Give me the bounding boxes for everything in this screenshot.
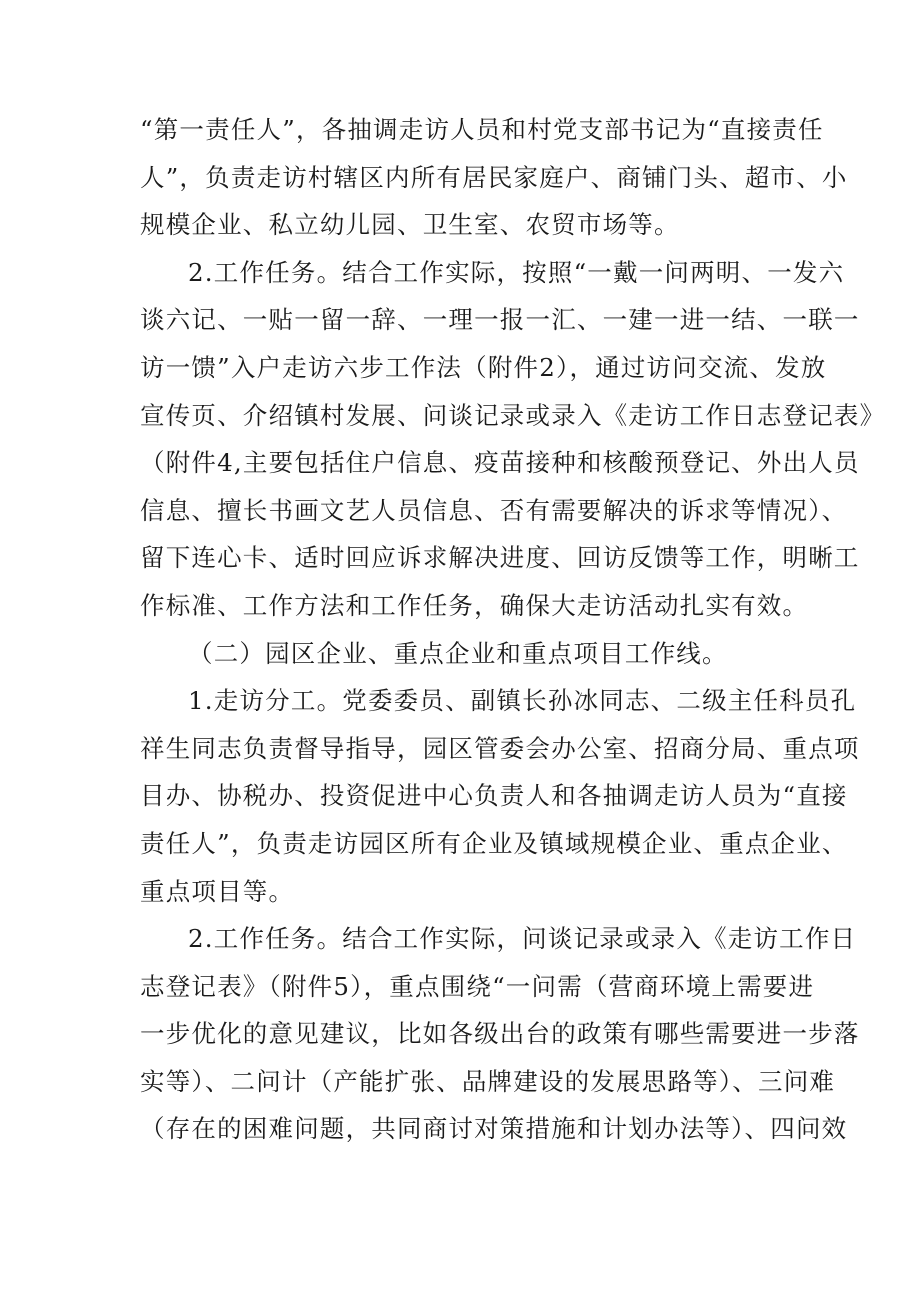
text-line: 访一馈”入户走访六步工作法（附件2），通过访问交流、发放	[140, 352, 827, 382]
text-line: 人”，负责走访村辖区内所有居民家庭户、商铺门头、超市、小	[140, 162, 848, 192]
text-line: 2.工作任务。结合工作实际，问谈记录或录入《走访工作日	[188, 924, 857, 954]
text-line: 责任人”，负责走访园区所有企业及镇域规模企业、重点企业、	[140, 828, 848, 858]
text-line: 2.工作任务。结合工作实际，按照“一戴一问两明、一发六	[188, 257, 845, 287]
text-line: “第一责任人”，各抽调走访人员和村党支部书记为“直接责任	[140, 115, 824, 144]
text-line: 规模企业、私立幼儿园、卫生室、农贸市场等。	[140, 210, 680, 240]
text-line: 祥生同志负责督导指导，园区管委会办公室、招商分局、重点项	[140, 733, 860, 763]
text-line: 谈六记、一贴一留一辞、一理一报一汇、一建一进一结、一联一	[140, 305, 860, 335]
text-line: 宣传页、介绍镇村发展、问谈记录或录入《走访工作日志登记表》	[140, 400, 886, 430]
text-line: 目办、协税办、投资促进中心负责人和各抽调走访人员为“直接	[140, 781, 848, 811]
text-line: 一步优化的意见建议，比如各级出台的政策有哪些需要进一步落	[140, 1019, 860, 1049]
text-line: 留下连心卡、适时回应诉求解决进度、回访反馈等工作，明晰工	[140, 543, 860, 573]
text-line: 作标准、工作方法和工作任务，确保大走访活动扎实有效。	[140, 590, 809, 620]
document-body	[140, 106, 886, 1153]
text-line: 重点项目等。	[140, 876, 295, 906]
text-line: 实等）、二问计（产能扩张、品牌建设的发展思路等）、三问难	[140, 1066, 836, 1096]
text-line: （附件4,主要包括住户信息、疫苗接种和核酸预登记、外出人员	[140, 448, 860, 478]
text-line: （存在的困难问题，共同商讨对策措施和计划办法等）、四问效	[140, 1114, 848, 1144]
text-line: 信息、擅长书画文艺人员信息、否有需要解决的诉求等情况）、	[140, 495, 848, 525]
section-heading: （二）园区企业、重点企业和重点项目工作线。	[188, 638, 728, 668]
text-line: 志登记表》（附件5），重点围绕“一问需（营商环境上需要进	[140, 971, 815, 1001]
text-line: 1.走访分工。党委委员、副镇长孙冰同志、二级主任科员孔	[188, 686, 857, 716]
